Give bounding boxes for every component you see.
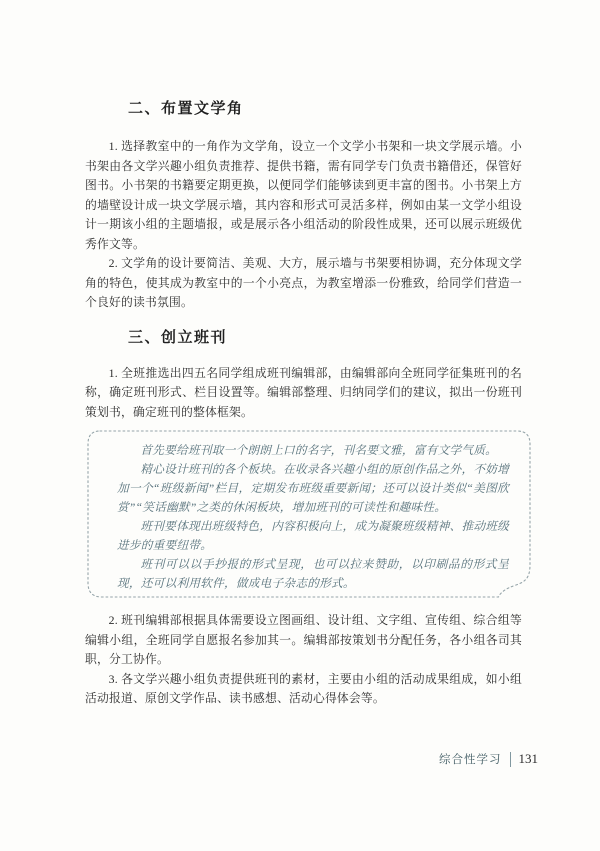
paragraph-class-journal-1: 1. 全班推选出四五名同学组成班刊编辑部，由编辑部向全班同学征集班刊的名称，确定班刊形式、栏目设置等。编辑部整理、归纳同学们的建议，拟出一份班刊策划书，确定班刊的整体框架。 xyxy=(85,365,522,419)
bubble-text-block xyxy=(87,430,531,598)
footer-divider xyxy=(510,752,511,767)
note-bubble xyxy=(87,430,531,598)
section-heading-class-journal: 三、创立班刊 xyxy=(128,329,228,346)
paragraph-class-journal-3: 3. 各文学兴趣小组负责提供班刊的素材，主要由小组的活动成果组成，如小组活动报道、原创文学作品、读书感想、活动心得体会等。 xyxy=(85,671,522,705)
section-heading-literature-corner: 二、布置文学角 xyxy=(128,101,244,117)
bubble-paragraph-format: 班刊可以以手抄报的形式呈现，也可以拉来赞助，以印刷品的形式呈现，还可以利用软件，做成电子杂志的形式。 xyxy=(117,558,509,590)
page-number: 131 xyxy=(518,751,538,766)
page-footer xyxy=(439,751,538,767)
paragraph-literature-corner-1: 1. 选择教室中的一角作为文学角，设立一个文学小书架和一块文学展示墙。小书架由各文学兴趣小组负责推荐、提供书籍，需有同学专门负责书籍借还，保管好图书。小书架的书籍要定期更换，以便同学们能够读到更丰富的图书。小书架上方的墙壁设计成一块文学展示墙，其内容和形式可灵活多样，例如由某一文学小组设计一期该小组的主题墙报，或是展示各小组活动的阶段性成果，还可以展示班级优秀作文等。 xyxy=(85,139,522,251)
bubble-paragraph-spirit: 班刊要体现出班级特色，内容积极向上，成为凝聚班级精神、推动班级进步的重要纽带。 xyxy=(117,520,509,552)
footer-section-label: 综合性学习 xyxy=(439,754,502,766)
paragraph-literature-corner-2: 2. 文学角的设计要简洁、美观、大方，展示墙与书架要相协调，充分体现文学角的特色，使其成为教室中的一个小亮点，为教室增添一份雅致，给同学们营造一个良好的读书氛围。 xyxy=(85,256,522,309)
page-content xyxy=(85,100,522,709)
bubble-paragraph-name: 首先要给班刊取一个朗朗上口的名字，刊名要文雅，富有文学气质。 xyxy=(140,444,498,457)
bubble-paragraph-sections: 精心设计班刊的各个板块。在收录各兴趣小组的原创作品之外，不妨增加一个“班级新闻”栏目，定期发布班级重要新闻；还可以设计类似“美图欣赏”“笑话幽默”之类的休闲板块，增加班刊的可读性和趣味性。 xyxy=(117,463,509,514)
paragraph-class-journal-2: 2. 班刊编辑部根据具体需要设立图画组、设计组、文字组、宣传组、综合组等编辑小组，全班同学自愿报名参加其一。编辑部按策划书分配任务，各小组各司其职，分工协作。 xyxy=(85,613,522,666)
